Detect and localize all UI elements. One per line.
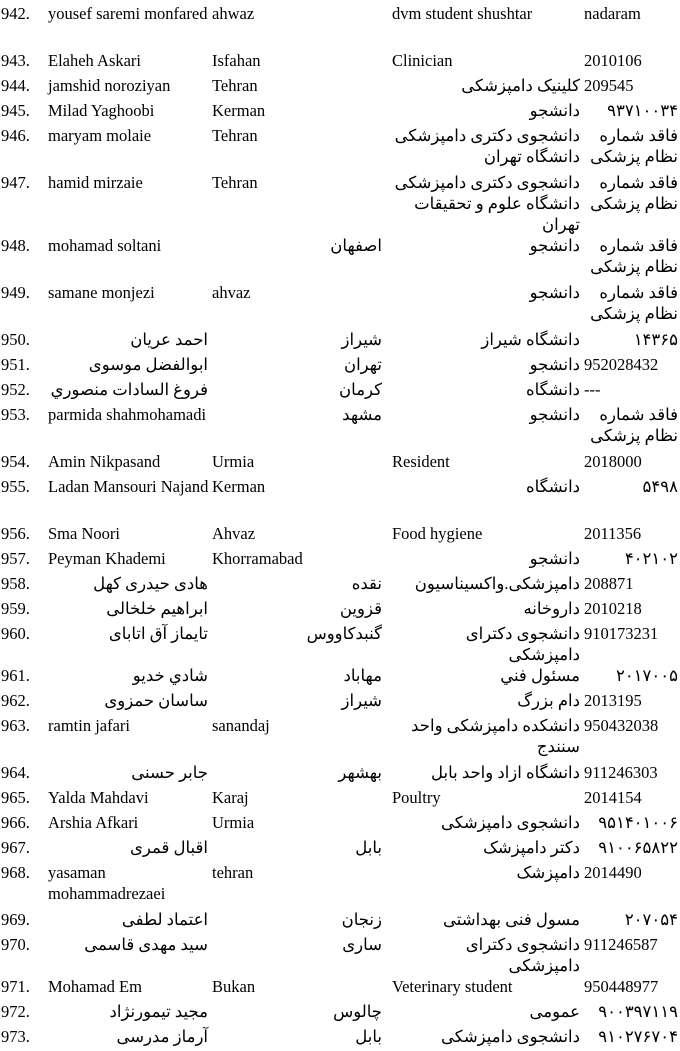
organization: دانشجو [529, 549, 580, 568]
city: Urmia [212, 813, 255, 832]
list-item [0, 329, 680, 354]
city: Bukan [212, 977, 256, 996]
registration-code: ۲۰۱۷۰۰۵ [615, 666, 678, 685]
person-name: mohamad soltani [48, 236, 162, 255]
list-item [0, 976, 680, 1001]
person-name: yousef saremi monfared [48, 4, 208, 23]
row-number: 954. [1, 452, 30, 471]
registration-code: ۵۴۹۸ [642, 477, 678, 496]
person-name: فروغ السادات منصوري [50, 380, 208, 399]
organization: دانشجوی دکترای دامپزشکی [465, 935, 580, 975]
row-number: 952. [1, 380, 30, 399]
row-number: 965. [1, 788, 30, 807]
organization: مسول فنی بهداشتی [443, 910, 580, 929]
person-name: yasaman mohammadrezaei [48, 863, 166, 903]
organization: دانشجوی دکتری دامپزشکی دانشگاه تهران [394, 126, 580, 166]
row-number: 973. [1, 1027, 30, 1046]
organization: دامپزشک [516, 863, 580, 882]
person-name: ابوالفضل موسوی [88, 355, 208, 374]
registration-code: ۹۱۰۲۷۶۷۰۴ [598, 1027, 678, 1046]
registration-code: فاقد شماره نظام پزشکی [590, 126, 678, 166]
list-item [0, 75, 680, 100]
person-name: Elaheh Askari [48, 51, 142, 70]
city: نقده [351, 574, 382, 593]
list-item [0, 404, 680, 451]
row-number: 946. [1, 126, 30, 145]
person-name: Mohamad Em [48, 977, 142, 996]
registration-code: فاقد شماره نظام پزشکی [590, 405, 678, 445]
organization: دانشگاه [525, 477, 580, 496]
person-name: ramtin jafari [48, 716, 131, 735]
city: مهاباد [343, 666, 382, 685]
row-number: 964. [1, 763, 30, 782]
row-number: 963. [1, 716, 30, 735]
registration-code: 2011356 [584, 524, 642, 543]
list-item [0, 690, 680, 715]
organization: دانشگاه ازاد واحد بابل [430, 763, 580, 782]
person-name: maryam molaie [48, 126, 152, 145]
row-number: 970. [1, 935, 30, 954]
row-number: 961. [1, 666, 30, 685]
person-name: Amin Nikpasand [48, 452, 161, 471]
row-number: 951. [1, 355, 30, 374]
registration-code: 911246587 [584, 935, 658, 954]
city: مشهد [342, 405, 382, 424]
list-item [0, 934, 680, 976]
person-name: ساسان حمزوی [104, 691, 208, 710]
organization: داروخانه [523, 599, 580, 618]
registration-code: فاقد شماره نظام پزشکی [590, 283, 678, 323]
organization: دانشجو [529, 101, 580, 120]
city: Tehran [212, 76, 258, 95]
registration-list [0, 3, 680, 1051]
organization: دکتر دامپزشک [483, 838, 580, 857]
list-item [0, 100, 680, 125]
row-number: 949. [1, 283, 30, 302]
row-number: 945. [1, 101, 30, 120]
list-item [0, 909, 680, 934]
row-number: 960. [1, 624, 30, 643]
row-number: 958. [1, 574, 30, 593]
city: Kerman [212, 101, 266, 120]
list-item [0, 1026, 680, 1051]
registration-code: ۹۵۱۴۰۱۰۰۶ [598, 813, 678, 832]
person-name: تایماز آق اتابای [108, 624, 208, 643]
city: بهشهر [338, 763, 382, 782]
registration-code: فاقد شماره نظام پزشکی [590, 236, 678, 276]
registration-code: --- [584, 380, 601, 399]
city: تهران [343, 355, 382, 374]
list-item [0, 812, 680, 837]
list-item [0, 235, 680, 282]
organization: دانشجو [529, 405, 580, 424]
list-item [0, 715, 680, 762]
list-item [0, 3, 680, 50]
city: شیراز [341, 330, 382, 349]
organization: دانشجوی دکتری دامپزشکی دانشگاه علوم و تحقیقات تهران [394, 173, 580, 234]
row-number: 957. [1, 549, 30, 568]
organization: دانشجو [529, 283, 580, 302]
person-name: آرماز مدرسی [116, 1027, 208, 1046]
organization: Resident [392, 452, 450, 471]
city: Ahvaz [212, 524, 256, 543]
registration-code: ۹۰۰۳۹۷۱۱۹ [598, 1002, 678, 1021]
organization: دانشکده دامپزشکی واحد سنندج [411, 716, 580, 756]
city: Tehran [212, 173, 258, 192]
row-number: 971. [1, 977, 30, 996]
city: بابل [355, 1027, 382, 1046]
registration-code: ۲۰۷۰۵۴ [624, 910, 678, 929]
registration-code: 950448977 [584, 977, 659, 996]
organization: dvm student shushtar [392, 4, 533, 23]
person-name: سید مهدی قاسمی [84, 935, 208, 954]
row-number: 942. [1, 4, 30, 23]
row-number: 956. [1, 524, 30, 543]
person-name: Milad Yaghoobi [48, 101, 155, 120]
person-name: احمد عریان [130, 330, 208, 349]
registration-code: 2013195 [584, 691, 642, 710]
person-name: ابراهیم خلخالی [106, 599, 208, 618]
list-item [0, 573, 680, 598]
city: Kerman [212, 477, 266, 496]
registration-code: 2010218 [584, 599, 642, 618]
list-item [0, 282, 680, 329]
person-name: hamid mirzaie [48, 173, 143, 192]
row-number: 968. [1, 863, 30, 882]
organization: Veterinary student [392, 977, 513, 996]
city: Isfahan [212, 51, 261, 70]
registration-code: 2014490 [584, 863, 642, 882]
registration-code: 2018000 [584, 452, 642, 471]
list-item [0, 762, 680, 787]
list-item [0, 172, 680, 235]
list-item [0, 125, 680, 172]
city: ساری [342, 935, 382, 954]
person-name: Sma Noori [48, 524, 120, 543]
person-name: اعتماد لطفی [121, 910, 208, 929]
organization: عمومی [529, 1002, 580, 1021]
list-item [0, 476, 680, 523]
city: Karaj [212, 788, 249, 807]
city: tehran [212, 863, 254, 882]
list-item [0, 379, 680, 404]
list-item [0, 451, 680, 476]
organization: دام بزرگ [517, 691, 580, 710]
registration-code: فاقد شماره نظام پزشکی [590, 173, 678, 213]
organization: دانشگاه شیراز [481, 330, 580, 349]
organization: مسئول فني [500, 666, 580, 685]
list-item [0, 354, 680, 379]
person-name: اقبال قمری [129, 838, 208, 857]
row-number: 962. [1, 691, 30, 710]
row-number: 944. [1, 76, 30, 95]
registration-code: ۹۱۰۰۶۵۸۲۲ [598, 838, 678, 857]
row-number: 950. [1, 330, 30, 349]
list-item [0, 50, 680, 75]
city: sanandaj [212, 716, 270, 735]
person-name: samane monjezi [48, 283, 155, 302]
city: شیراز [341, 691, 382, 710]
list-item [0, 623, 680, 665]
list-item [0, 837, 680, 862]
person-name: Ladan Mansouri Najand [48, 477, 209, 496]
registration-code: 950432038 [584, 716, 659, 735]
registration-code: nadaram [584, 4, 641, 23]
row-number: 966. [1, 813, 30, 832]
city: زنجان [341, 910, 382, 929]
registration-code: 911246303 [584, 763, 658, 782]
row-number: 948. [1, 236, 30, 255]
person-name: parmida shahmohamadi [48, 405, 207, 424]
person-name: Peyman Khademi [48, 549, 166, 568]
city: چالوس [333, 1002, 382, 1021]
organization: Food hygiene [392, 524, 483, 543]
row-number: 943. [1, 51, 30, 70]
organization: دامپزشکی.واکسیناسیون [414, 574, 580, 593]
registration-code: 208871 [584, 574, 634, 593]
city: كرمان [339, 380, 382, 399]
city: بابل [355, 838, 382, 857]
city: Tehran [212, 126, 258, 145]
city: گنبدکاووس [306, 624, 382, 643]
list-item [0, 523, 680, 548]
person-name: شادي خديو [132, 666, 208, 685]
person-name: Arshia Afkari [48, 813, 139, 832]
list-item [0, 598, 680, 623]
city: قزوین [339, 599, 382, 618]
organization: دانشجوی دامپزشکی [440, 813, 580, 832]
organization: کلینیک دامپزشکی [461, 76, 580, 95]
list-item [0, 787, 680, 812]
organization: Poultry [392, 788, 441, 807]
row-number: 947. [1, 173, 30, 192]
organization: دانشجو [529, 355, 580, 374]
organization: دانشگاه [525, 380, 580, 399]
registration-code: ۹۳۷۱۰۰۳۴ [607, 101, 678, 120]
organization: دانشجوی دامپزشکی [440, 1027, 580, 1046]
organization: دانشجوی دکترای دامپزشکی [465, 624, 580, 664]
registration-code: 952028432 [584, 355, 659, 374]
row-number: 972. [1, 1002, 30, 1021]
city: Urmia [212, 452, 255, 471]
city: ahwaz [212, 4, 255, 23]
organization: Clinician [392, 51, 453, 70]
person-name: Yalda Mahdavi [48, 788, 149, 807]
list-item [0, 862, 680, 909]
row-number: 969. [1, 910, 30, 929]
person-name: مجید تیمورنژاد [109, 1002, 208, 1021]
list-item [0, 665, 680, 690]
row-number: 959. [1, 599, 30, 618]
registration-code: ۱۴۳۶۵ [633, 330, 678, 349]
registration-code: 910173231 [584, 624, 659, 643]
registration-code: 209545 [584, 76, 634, 95]
organization: دانشجو [529, 236, 580, 255]
city: اصفهان [330, 236, 382, 255]
row-number: 955. [1, 477, 30, 496]
row-number: 967. [1, 838, 30, 857]
person-name: هادی حیدری کهل [93, 574, 208, 593]
row-number: 953. [1, 405, 30, 424]
registration-code: 2010106 [584, 51, 642, 70]
list-item [0, 548, 680, 573]
city: ahvaz [212, 283, 251, 302]
person-name: جابر حسنی [131, 763, 208, 782]
list-item [0, 1001, 680, 1026]
person-name: jamshid noroziyan [48, 76, 171, 95]
registration-code: ۴۰۲۱۰۲ [624, 549, 678, 568]
registration-code: 2014154 [584, 788, 642, 807]
city: Khorramabad [212, 549, 303, 568]
